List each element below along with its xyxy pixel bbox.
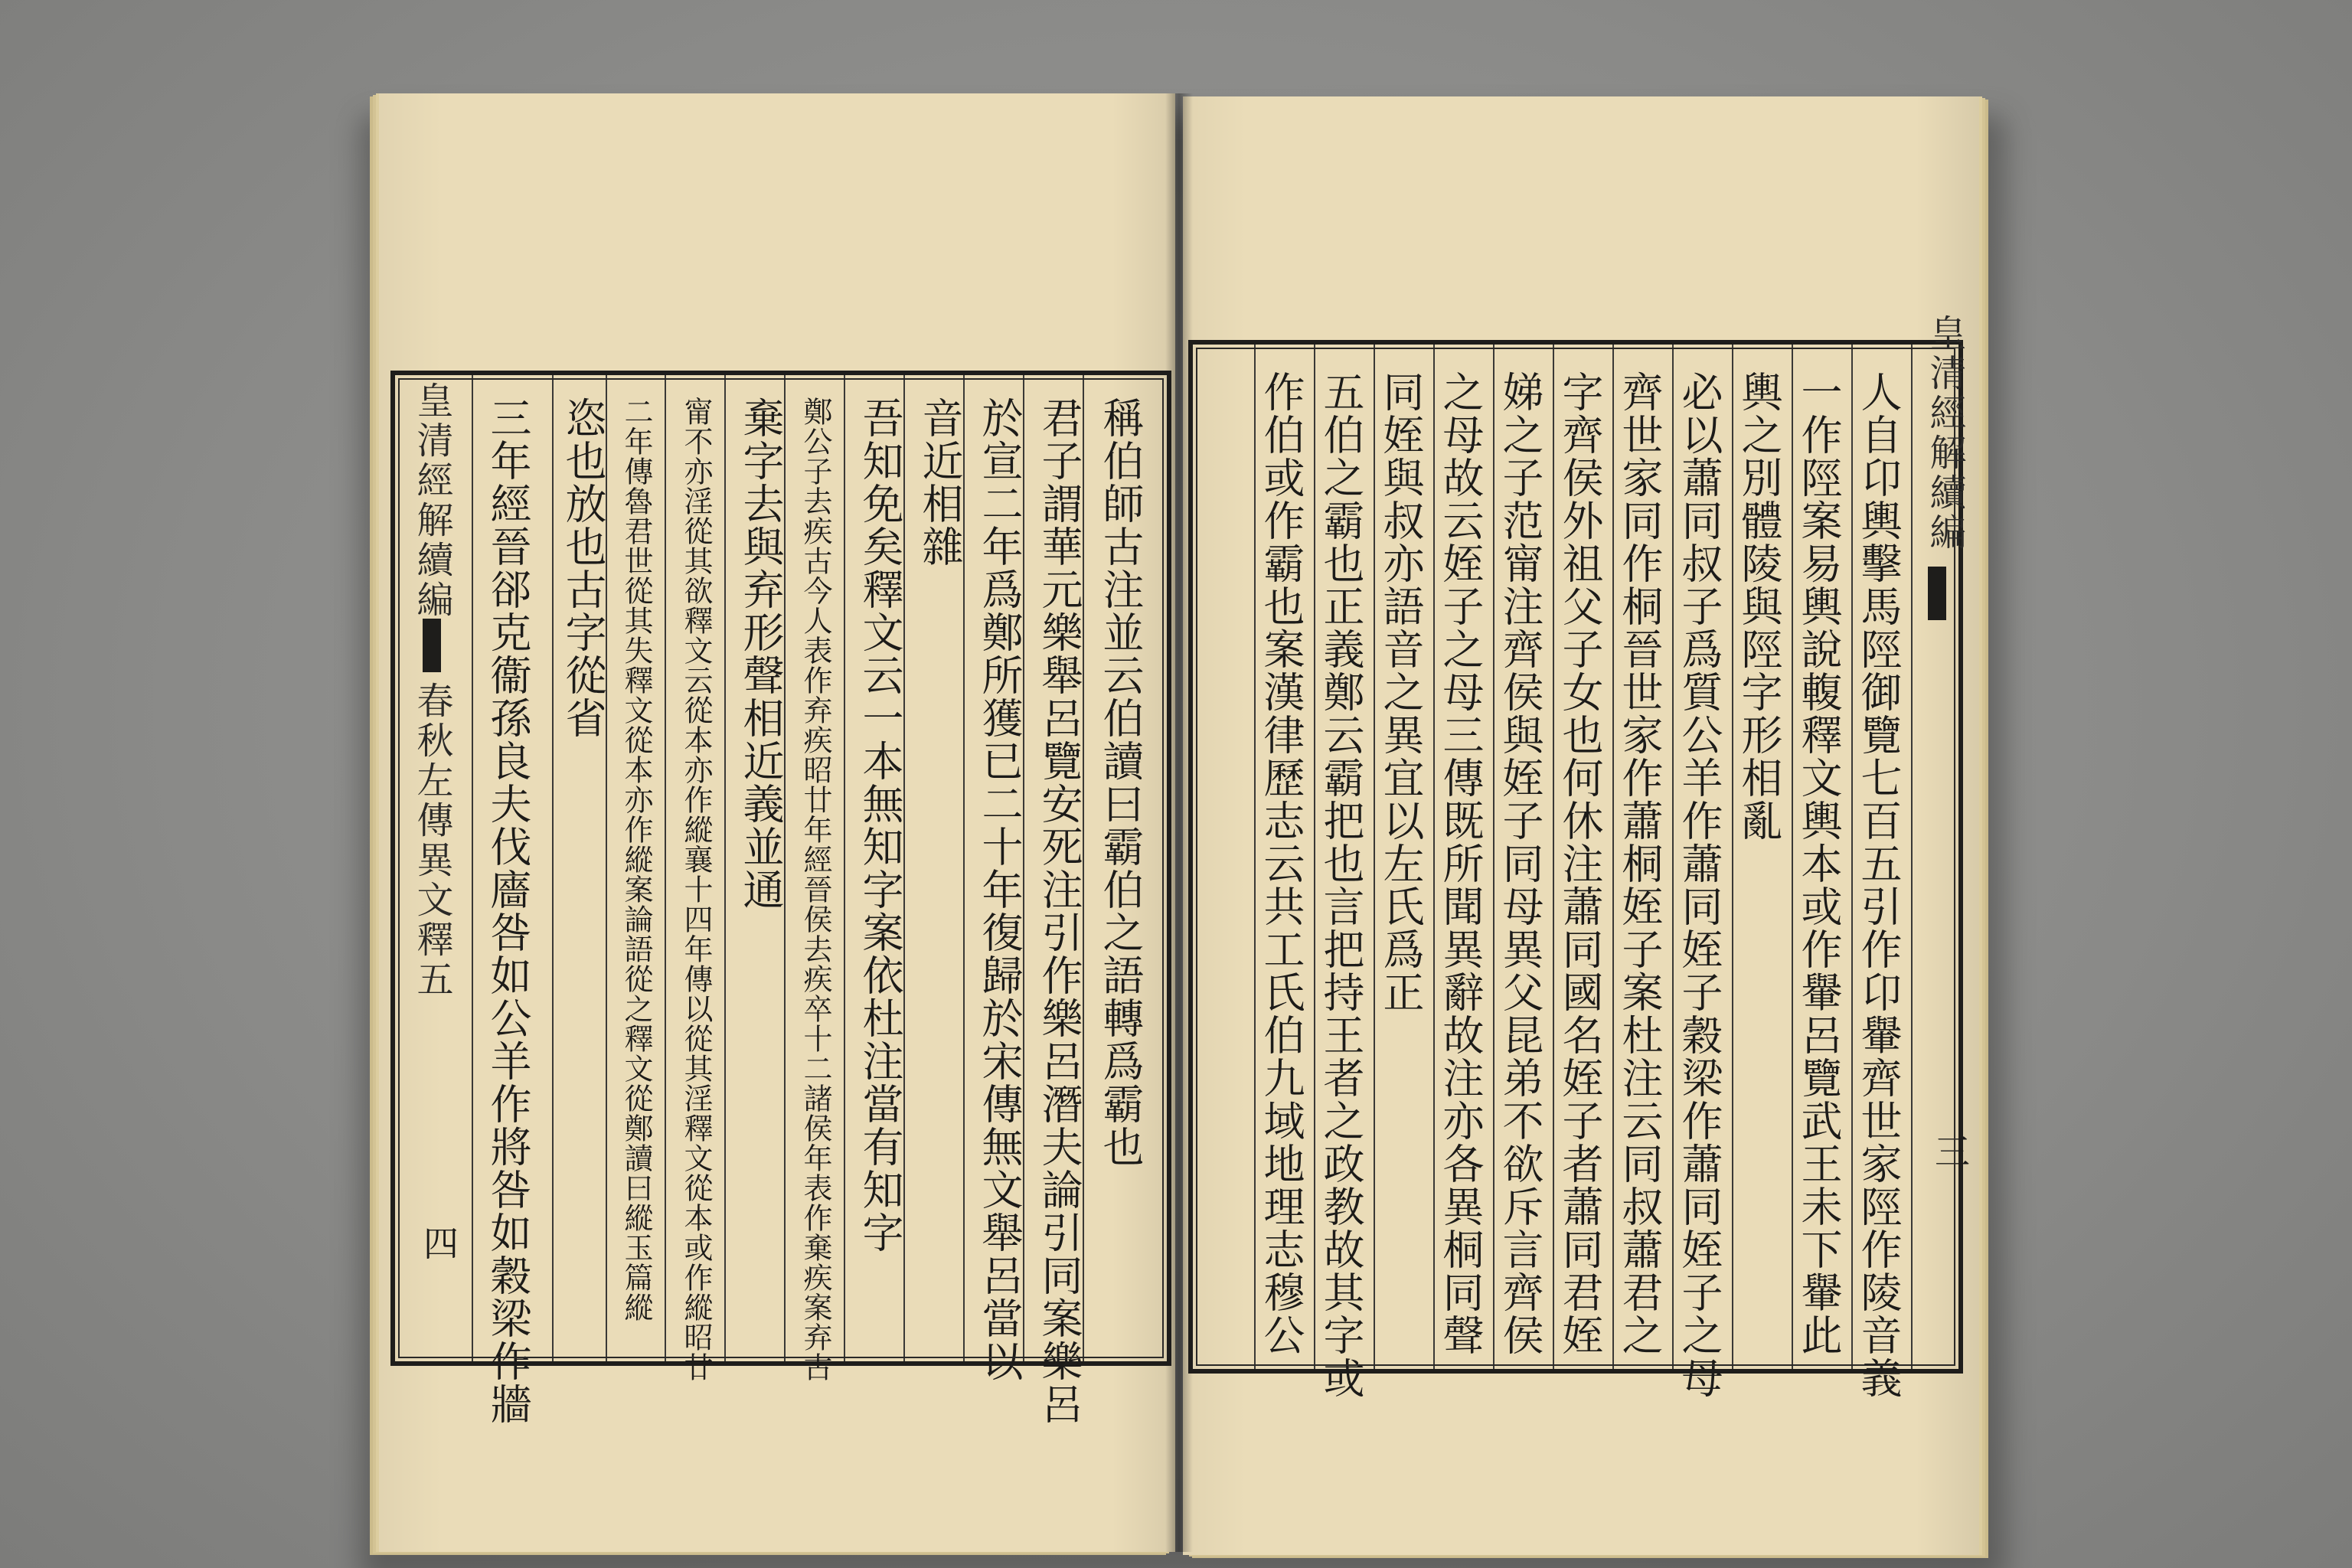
column-rule: [552, 375, 554, 1361]
text-column: 人自卬輿擊馬陘御覽七百五引作卬轝齊世家陘作陵音義: [1854, 371, 1903, 1400]
column-rule: [784, 375, 786, 1361]
fish-tail-mark: [1928, 567, 1946, 620]
column-rule: [1083, 375, 1084, 1361]
text-column: 音近相雜: [916, 397, 964, 568]
fish-tail-mark: [423, 619, 441, 672]
column-rule: [1254, 345, 1256, 1369]
column-rule: [1374, 345, 1375, 1369]
column-rule: [1732, 345, 1733, 1369]
column-rule: [1314, 345, 1315, 1369]
column-rule: [1612, 345, 1614, 1369]
text-column: 齊世家同作桐晉世家作蕭桐姪子案杜注云同叔蕭君之: [1615, 371, 1664, 1357]
text-column: 娣之子范甯注齊侯與姪子同母異父昆弟不欲斥言齊侯: [1496, 371, 1544, 1357]
text-column: 棄字去與弃形聲相近義並通: [737, 397, 785, 911]
column-rule: [1433, 345, 1435, 1369]
column-rule: [665, 375, 666, 1361]
right-text-frame: [1188, 314, 1971, 1400]
column-rule: [472, 375, 473, 1361]
left-text-frame: [390, 371, 1171, 1426]
text-column: 三年經晉郤克衞孫良夫伐廧咎如公羊作將咎如穀梁作牆: [484, 397, 532, 1426]
text-column: 之母故云姪子之母三傳既所聞異辭故注亦各異桐同聲: [1436, 371, 1485, 1357]
text-column: 五伯之霸也正義鄭云霸把也言把持王者之政教故其字或: [1317, 371, 1365, 1400]
left-banxin-title: 皇清經解續編: [410, 381, 453, 620]
column-rule: [963, 375, 965, 1361]
text-column: 恣也放也古字從省: [559, 397, 607, 740]
text-column: 必以蕭同叔子爲質公羊作蕭同姪子穀梁作蕭同姪子之母: [1675, 371, 1723, 1400]
text-column: 於宣二年爲鄭所獲已二十年復歸於宋傳無文舉呂當以: [975, 397, 1024, 1383]
column-rule: [1911, 345, 1913, 1369]
text-column: 作伯或作霸也案漢律歷志云共工氏伯九域地理志穆公: [1257, 371, 1305, 1357]
column-rule: [724, 375, 726, 1361]
text-column: 輿之別體陵與陘字形相亂: [1735, 371, 1783, 842]
left-banxin-subtitle: 春秋左傳異文釋五: [410, 681, 453, 1000]
left-folio-number: 四: [418, 1225, 459, 1260]
column-rule: [1023, 375, 1024, 1361]
column-rule: [1493, 345, 1494, 1369]
column-rule: [1672, 345, 1674, 1369]
text-column: 君子謂華元樂舉呂覽安死注引作樂呂潛夫論引同案樂呂: [1035, 397, 1083, 1426]
text-column: 一作陘案易輿說輹釋文輿本或作轝呂覽武王未下轝此: [1795, 371, 1843, 1357]
column-rule: [606, 375, 607, 1361]
text-column: 稱伯師古注並云伯讀曰霸伯之語轉爲霸也: [1096, 397, 1145, 1168]
text-column: 字齊侯外祖父子女也何休注蕭同國名姪子者蕭同君姪: [1556, 371, 1604, 1357]
text-column: 鄭公子去疾古今人表作弃疾昭廿年經晉侯去疾卒十二諸侯年表作棄疾案弃古: [799, 397, 832, 1382]
column-rule: [1553, 345, 1554, 1369]
column-rule: [844, 375, 845, 1361]
right-folio-number: 三: [1929, 1133, 1971, 1168]
column-rule: [1792, 345, 1793, 1369]
column-rule: [903, 375, 905, 1361]
text-column: 吾知免矣釋文云一本無知字案依杜注當有知字: [856, 397, 904, 1254]
column-rule: [1851, 345, 1853, 1369]
text-column: 二年傳魯君世從其失釋文從本亦作縱案論語從之釋文從鄭讀曰縱玉篇縱: [619, 397, 653, 1322]
right-banxin-title: 皇清經解續編: [1923, 314, 1966, 553]
text-column: 甯不亦淫從其欲釋文云從本亦作縱襄十四年傳以從其淫釋文從本或作縱昭廿: [679, 397, 713, 1382]
text-column: 同姪與叔亦語音之異宜以左氏爲正: [1377, 371, 1425, 1014]
